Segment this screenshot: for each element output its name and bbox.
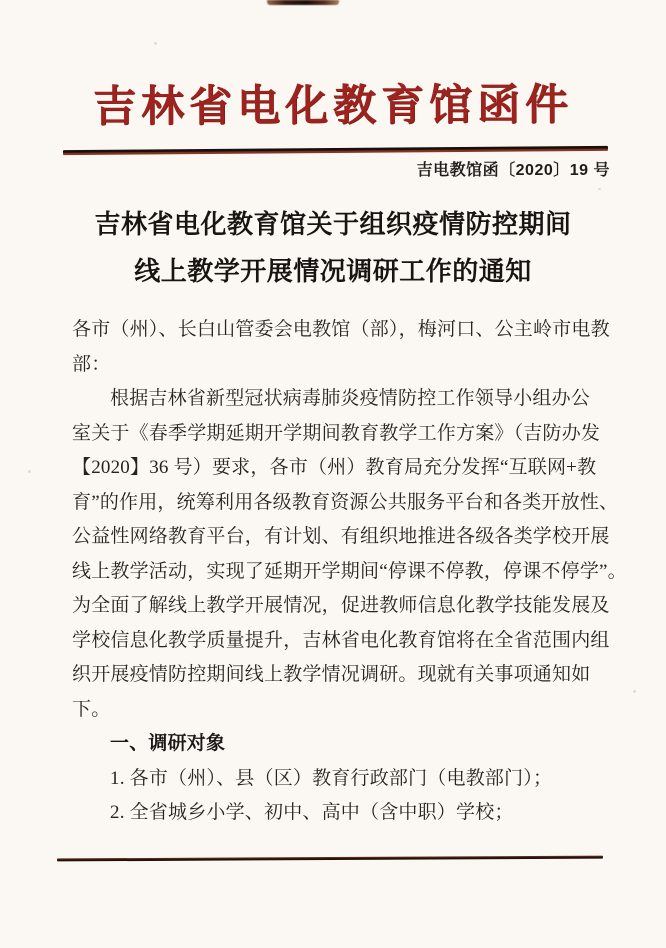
body-line: 【2020】36 号）要求，各市（州）教育局充分发挥“互联网+教 <box>72 457 597 478</box>
list-item-2: 2. 全省城乡小学、初中、高中（含中职）学校； <box>110 802 514 823</box>
addressee-line: 部： <box>72 353 111 375</box>
letterhead-divider-rule <box>63 146 608 155</box>
paper-speck <box>633 690 636 693</box>
paper-speck <box>598 188 601 190</box>
body-line: 学校信息化教学质量提升，吉林省电化教育馆将在全省范围内组 <box>72 629 610 651</box>
letterhead-title: 吉林省电化教育馆函件 <box>92 81 574 132</box>
notice-title-line-1: 吉林省电化教育馆关于组织疫情防控期间 <box>94 210 572 239</box>
notice-title-line-2: 线上教学开展情况调研工作的通知 <box>134 257 532 286</box>
body-line: 为全面了解线上教学开展情况，促进教师信息化教学技能发展及 <box>72 595 610 616</box>
paper-speck <box>154 42 157 45</box>
notice-title <box>0 201 666 295</box>
body-line: 育”的作用，统筹利用各级教育资源公共服务平台和各类开放性、 <box>72 491 619 513</box>
document-number: 吉电教馆函〔2020〕19 号 <box>416 162 610 179</box>
section-heading-survey-targets: 一、调研对象 <box>110 733 226 754</box>
body-line: 织开展疫情防控期间线上教学情况调研。现就有关事项通知如 <box>72 664 591 685</box>
list-item-1: 1. 各市（州）、县（区）教育行政部门（电教部门）； <box>110 767 553 789</box>
body-line: 室关于《春季学期延期开学期间教育教学工作方案》（吉防办发 <box>72 422 601 444</box>
addressee-line: 各市（州）、长白山管委会电教馆（部），梅河口、公主岭市电教 <box>72 319 610 340</box>
notice-body <box>72 313 627 831</box>
body-line: 线上教学活动，实现了延期开学期间“停课不停教，停课不停学”。 <box>72 560 627 582</box>
body-line: 下。 <box>72 698 111 720</box>
body-line: 公益性网络教育平台，有计划、有组织地推进各级各类学校开展 <box>72 526 610 547</box>
paper-speck <box>28 470 31 473</box>
page-bottom-rule <box>57 856 603 862</box>
body-line: 根据吉林省新型冠状病毒肺炎疫情防控工作领导小组办公 <box>110 388 591 409</box>
scan-edge-artifact <box>267 0 339 5</box>
